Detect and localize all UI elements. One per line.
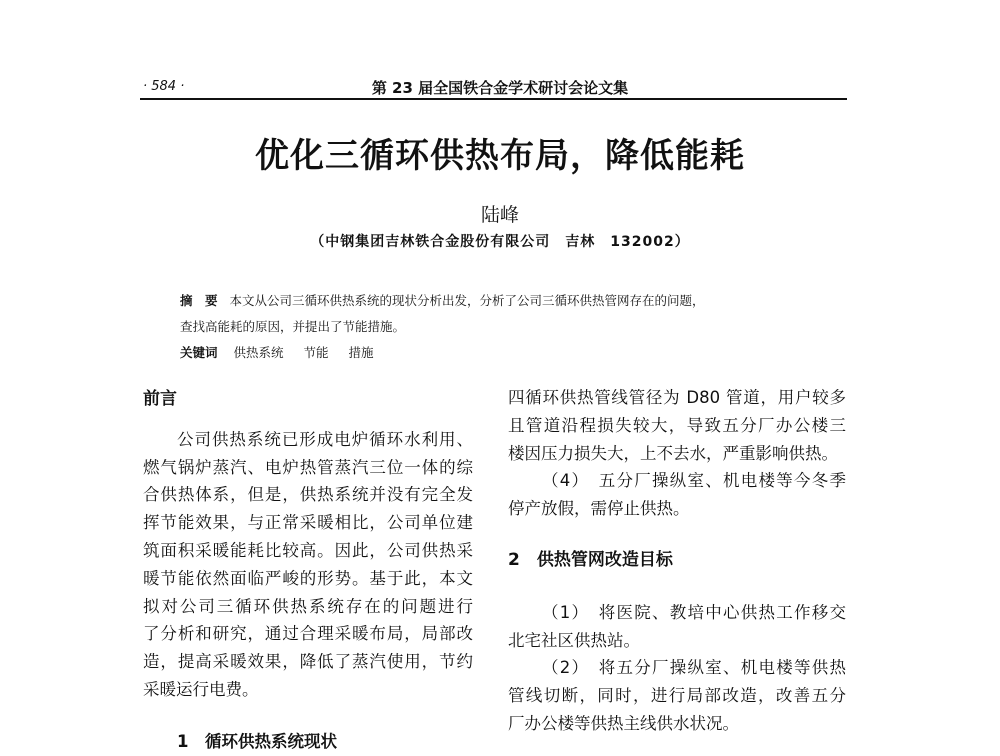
right-column (508, 384, 846, 738)
text-line: 管线切断，同时，进行局部改造，改善五分 (508, 686, 846, 706)
keyword: 节能 (303, 345, 329, 360)
text-line: 筑面积采暖能耗比较高。因此，公司供热采 (143, 540, 473, 560)
text-line: 公司供热系统已形成电炉循环水利用、 (177, 429, 473, 449)
author: 陆峰 (480, 204, 519, 226)
left-column (143, 386, 473, 751)
paragraph (508, 467, 846, 523)
text-line: 挥节能效果，与正常采暖相比，公司单位建 (143, 513, 473, 533)
text-line: 暖节能依然面临严峻的形势。基于此，本文 (143, 568, 473, 588)
paragraph (508, 384, 846, 467)
abstract-line: 本文从公司三循环供热系统的现状分析出发，分析了公司三循环供热管网存在的问题， (229, 293, 705, 308)
paper-title: 优化三循环供热布局，降低能耗 (255, 136, 745, 176)
keywords-label: 关键词 (180, 345, 218, 360)
text-line: （1） 将医院、教培中心供热工作移交 (542, 602, 846, 622)
text-line: （2） 将五分厂操纵室、机电楼等供热 (542, 658, 846, 678)
keyword: 措施 (348, 345, 374, 360)
text-line: 且管道沿程损失较大，导致五分厂办公楼三 (508, 415, 846, 435)
paragraph (508, 654, 846, 737)
text-line: 北宅社区供热站。 (508, 630, 640, 650)
paragraph (508, 599, 846, 655)
text-line: 造，提高采暖效果，降低了蒸汽使用，节约 (143, 652, 473, 672)
abstract-label: 摘 要 (180, 293, 218, 308)
keyword: 供热系统 (233, 345, 284, 360)
text-line: 了分析和研究，通过合理采暖布局，局部改 (143, 624, 473, 644)
text-line: 燃气锅炉蒸汽、电炉热管蒸汽三位一体的综 (143, 457, 473, 477)
text-line: 采暖运行电费。 (143, 679, 259, 699)
header-rule (140, 98, 847, 100)
text-line: 拟对公司三循环供热系统存在的问题进行 (143, 596, 473, 616)
keywords (180, 340, 820, 366)
text-line: 合供热体系，但是，供热系统并没有完全发 (143, 485, 473, 505)
text-line: 停产放假，需停止供热。 (508, 499, 690, 519)
abstract-line: 查找高能耗的原因，并提出了节能措施。 (180, 319, 406, 334)
section-heading-preface: 前言 (143, 389, 177, 409)
text-line: 楼因压力损失大，上不去水，严重影响供热。 (508, 443, 838, 463)
section-heading-2: 2 供热管网改造目标 (508, 549, 673, 570)
running-header: 第 23 届全国铁合金学术研讨会论文集 (371, 79, 629, 97)
page-number: · 584 · (143, 79, 185, 94)
abstract (180, 288, 820, 366)
text-line: 四循环供热管线管径为 D80 管道，用户较多 (508, 388, 846, 407)
text-line: 厂办公楼等供热主线供水状况。 (508, 713, 739, 733)
affiliation: （中钢集团吉林铁合金股份有限公司 吉林 132002） (310, 234, 690, 250)
text-line: （4） 五分厂操纵室、机电楼等今冬季 (542, 471, 846, 491)
preface-paragraph (143, 426, 473, 704)
section-heading-1-cut: 1 循环供热系统现状 (177, 731, 337, 751)
